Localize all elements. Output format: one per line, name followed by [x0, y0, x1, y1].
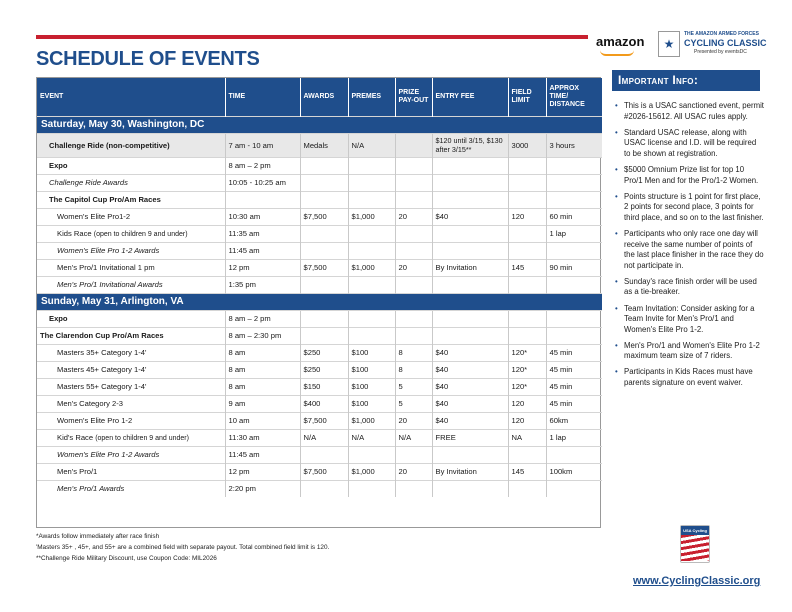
cell-time — [225, 191, 300, 208]
cell-awards — [300, 446, 348, 463]
cell-premes — [348, 276, 395, 293]
cell-fee — [432, 310, 508, 327]
cell-premes: $100 — [348, 378, 395, 395]
sponsor-logos — [596, 28, 766, 64]
cell-field: 120 — [508, 412, 546, 429]
cell-field: 120* — [508, 344, 546, 361]
schedule-table — [36, 77, 601, 528]
table-row — [37, 157, 602, 174]
website-link[interactable]: www.CyclingClassic.org — [633, 575, 761, 587]
cell-fee: $40 — [432, 361, 508, 378]
cell-premes: $100 — [348, 361, 395, 378]
cell-fee: FREE — [432, 429, 508, 446]
cell-event — [37, 463, 225, 480]
event-name: Masters 35+ Category 1-4' — [57, 348, 147, 357]
footnote-discount: **Challenge Ride Military Discount, use Coupon Code: MIL2026 — [36, 555, 217, 562]
cell-event — [37, 174, 225, 191]
day-label: Saturday, May 30, Washington, DC — [37, 116, 602, 133]
cell-event — [37, 446, 225, 463]
cell-field: 120* — [508, 378, 546, 395]
cell-field — [508, 446, 546, 463]
cell-awards — [300, 276, 348, 293]
cell-event — [37, 242, 225, 259]
cell-awards — [300, 310, 348, 327]
cell-event — [37, 395, 225, 412]
cell-awards: $7,500 — [300, 412, 348, 429]
event-name: Women's Elite Pro1-2 — [57, 212, 131, 221]
table-row — [37, 191, 602, 208]
table-row — [37, 395, 602, 412]
cell-premes — [348, 446, 395, 463]
amazon-smile-icon — [600, 50, 634, 56]
cell-event — [37, 378, 225, 395]
col-field: FIELD LIMIT — [508, 78, 546, 116]
cell-prize — [395, 225, 432, 242]
cell-fee: $120 until 3/15, $130 after 3/15** — [432, 133, 508, 157]
cell-fee: $40 — [432, 395, 508, 412]
cell-approx: 45 min — [546, 361, 602, 378]
info-item: • Men's Pro/1 and Women's Elite Pro 1-2 maximum team size of 7 riders. — [612, 341, 764, 362]
cell-awards: N/A — [300, 429, 348, 446]
cell-approx — [546, 446, 602, 463]
cell-fee: By Invitation — [432, 463, 508, 480]
day-header-row — [37, 116, 602, 133]
table-row — [37, 446, 602, 463]
cell-time: 8 am – 2:30 pm — [225, 327, 300, 344]
cell-time: 8 am – 2 pm — [225, 157, 300, 174]
cell-field — [508, 174, 546, 191]
cell-prize — [395, 174, 432, 191]
cell-field: 3000 — [508, 133, 546, 157]
cell-approx — [546, 480, 602, 497]
cell-event — [37, 412, 225, 429]
cell-time: 8 am — [225, 378, 300, 395]
cell-approx: 1 lap — [546, 429, 602, 446]
event-note: (open to children 9 and under) — [95, 435, 189, 442]
flag-stripes-icon — [681, 535, 709, 561]
cell-field — [508, 225, 546, 242]
cell-awards: Medals — [300, 133, 348, 157]
col-event: EVENT — [37, 78, 225, 116]
cell-time: 1:35 pm — [225, 276, 300, 293]
info-item: • Participants in Kids Races must have parents signature on event waiver. — [612, 367, 764, 388]
cell-premes — [348, 191, 395, 208]
info-item: • Participants who only race one day will receive the same number of points of the last place finisher in the race they do not participate in. — [612, 229, 764, 271]
table-row — [37, 327, 602, 344]
cell-field: 120 — [508, 395, 546, 412]
cell-awards: $250 — [300, 361, 348, 378]
cell-premes — [348, 225, 395, 242]
table-row — [37, 276, 602, 293]
event-name: Kid's Race — [57, 433, 94, 442]
top-red-bar — [36, 35, 588, 39]
cell-premes — [348, 480, 395, 497]
cell-fee: $40 — [432, 378, 508, 395]
cell-approx: 45 min — [546, 395, 602, 412]
cell-approx — [546, 191, 602, 208]
cell-fee — [432, 480, 508, 497]
table-row — [37, 208, 602, 225]
important-info-list — [612, 101, 764, 394]
important-info-heading: Important Info: — [612, 70, 760, 91]
event-name: Women's Elite Pro 1-2 Awards — [57, 450, 160, 459]
day-header-row — [37, 293, 602, 310]
event-name: The Capitol Cup Pro/Am Races — [49, 195, 161, 204]
star-shield-icon: ★ — [658, 31, 680, 57]
cell-time: 10:05 - 10:25 am — [225, 174, 300, 191]
event-name: Men's Category 2-3 — [57, 399, 124, 408]
usa-cycling-label: USA Cycling — [681, 526, 709, 535]
info-item: • Points structure is 1 point for first place, 2 points for second place, 3 points for third place, and so on to the last finisher. — [612, 192, 764, 224]
cell-prize — [395, 242, 432, 259]
cell-premes: $100 — [348, 344, 395, 361]
cell-awards: $7,500 — [300, 463, 348, 480]
info-item: • Sunday's race finish order will be used as a tie-breaker. — [612, 277, 764, 298]
table-row — [37, 412, 602, 429]
event-name: Men's Pro/1 Invitational 1 pm — [57, 263, 155, 272]
cell-prize: 20 — [395, 259, 432, 276]
table-row — [37, 225, 602, 242]
cell-prize: 20 — [395, 463, 432, 480]
cell-prize — [395, 133, 432, 157]
cell-fee — [432, 242, 508, 259]
cell-approx: 100km — [546, 463, 602, 480]
cell-prize: 8 — [395, 361, 432, 378]
cell-premes: $1,000 — [348, 463, 395, 480]
cell-approx: 60 min — [546, 208, 602, 225]
cell-time: 7 am - 10 am — [225, 133, 300, 157]
event-name: Men's Pro/1 Invitational Awards — [57, 280, 163, 289]
event-name: Challenge Ride Awards — [49, 178, 128, 187]
event-name: Expo — [49, 161, 68, 170]
cell-field — [508, 157, 546, 174]
cell-approx — [546, 242, 602, 259]
cell-event — [37, 276, 225, 293]
cell-awards — [300, 327, 348, 344]
cell-fee: By Invitation — [432, 259, 508, 276]
event-name: The Clarendon Cup Pro/Am Races — [40, 331, 164, 340]
cell-premes: N/A — [348, 429, 395, 446]
cell-fee — [432, 327, 508, 344]
cell-awards: $250 — [300, 344, 348, 361]
cell-field: 120* — [508, 361, 546, 378]
cell-prize — [395, 310, 432, 327]
cell-time: 11:45 am — [225, 242, 300, 259]
cell-event — [37, 327, 225, 344]
cell-approx: 45 min — [546, 344, 602, 361]
cell-approx: 1 lap — [546, 225, 602, 242]
cell-time: 8 am — [225, 344, 300, 361]
cell-approx — [546, 174, 602, 191]
cell-awards: $7,500 — [300, 259, 348, 276]
cell-prize: 5 — [395, 395, 432, 412]
cell-time: 11:35 am — [225, 225, 300, 242]
table-row — [37, 174, 602, 191]
cell-time: 8 am – 2 pm — [225, 310, 300, 327]
footnote-awards: *Awards follow immediately after race finish — [36, 533, 160, 540]
cell-approx: 3 hours — [546, 133, 602, 157]
event-name: Expo — [49, 314, 68, 323]
cell-approx — [546, 157, 602, 174]
table-row — [37, 242, 602, 259]
cell-awards: $150 — [300, 378, 348, 395]
cell-premes: $1,000 — [348, 208, 395, 225]
table-row — [37, 344, 602, 361]
table-row — [37, 361, 602, 378]
cell-event — [37, 344, 225, 361]
cell-field — [508, 327, 546, 344]
table-row — [37, 480, 602, 497]
cell-field — [508, 191, 546, 208]
cell-approx: 45 min — [546, 378, 602, 395]
table-row — [37, 133, 602, 157]
cell-prize — [395, 480, 432, 497]
footnotes — [36, 531, 329, 564]
table-row — [37, 259, 602, 276]
footnote-masters: 'Masters 35+ , 45+, and 55+ are a combined field with separate payout. Total combined field limit is 120. — [36, 544, 330, 551]
event-name: Men's Pro/1 Awards — [57, 484, 125, 494]
col-prize: PRIZE PAY-OUT — [395, 78, 432, 116]
cell-approx — [546, 327, 602, 344]
cell-approx: 90 min — [546, 259, 602, 276]
cell-fee — [432, 276, 508, 293]
info-item: • This is a USAC sanctioned event, permit #2026-15612. All USAC rules apply. — [612, 101, 764, 122]
cell-field — [508, 242, 546, 259]
cell-premes: $100 — [348, 395, 395, 412]
cell-fee — [432, 157, 508, 174]
cell-prize: N/A — [395, 429, 432, 446]
cell-event — [37, 429, 225, 446]
cell-fee — [432, 225, 508, 242]
cell-approx — [546, 276, 602, 293]
col-premes: PREMES — [348, 78, 395, 116]
cell-approx: 60km — [546, 412, 602, 429]
day-label: Sunday, May 31, Arlington, VA — [37, 293, 602, 310]
event-name: Men's Pro/1 — [57, 467, 98, 476]
cell-field — [508, 480, 546, 497]
cell-fee: $40 — [432, 208, 508, 225]
event-name: Challenge Ride (non-competitive) — [49, 140, 170, 150]
cell-time: 9 am — [225, 395, 300, 412]
cell-time: 11:30 am — [225, 429, 300, 446]
cell-event — [37, 208, 225, 225]
cell-fee — [432, 446, 508, 463]
cell-premes — [348, 327, 395, 344]
cell-event — [37, 310, 225, 327]
table-header-row — [37, 78, 602, 116]
page-title: SCHEDULE OF EVENTS — [36, 48, 260, 70]
info-item: • Team Invitation: Consider asking for a Team Invite for Men's Pro/1 and Women's Elite Pro 1-2. — [612, 304, 764, 336]
cell-fee: $40 — [432, 412, 508, 429]
cell-prize — [395, 191, 432, 208]
cell-premes: $1,000 — [348, 259, 395, 276]
cell-time: 2:20 pm — [225, 480, 300, 497]
cell-time: 8 am — [225, 361, 300, 378]
cell-approx — [546, 310, 602, 327]
cell-premes: N/A — [348, 133, 395, 157]
cell-event — [37, 480, 225, 497]
cell-event — [37, 225, 225, 242]
amazon-logo: amazon — [596, 34, 645, 49]
cell-time: 12 pm — [225, 259, 300, 276]
cell-time: 10:30 am — [225, 208, 300, 225]
cell-field: 120 — [508, 208, 546, 225]
info-item: • Standard USAC release, along with USAC license and I.D. will be required to be shown at registration. — [612, 128, 764, 160]
cell-premes — [348, 174, 395, 191]
event-name: Women's Elite Pro 1-2 Awards — [57, 246, 160, 255]
event-name: Women's Elite Pro 1-2 — [57, 416, 133, 425]
cell-awards — [300, 191, 348, 208]
cell-prize: 8 — [395, 344, 432, 361]
cell-prize: 20 — [395, 412, 432, 429]
cell-awards: $7,500 — [300, 208, 348, 225]
cell-event — [37, 259, 225, 276]
cell-field — [508, 276, 546, 293]
col-awards: AWARDS — [300, 78, 348, 116]
table-row — [37, 463, 602, 480]
logo-line3: Presented by eventsDC — [694, 49, 747, 55]
cell-fee: $40 — [432, 344, 508, 361]
col-approx: APPROX TIME/ DISTANCE — [546, 78, 602, 116]
cell-time: 10 am — [225, 412, 300, 429]
cell-premes: $1,000 — [348, 412, 395, 429]
cell-event — [37, 361, 225, 378]
table-row — [37, 429, 602, 446]
cell-premes — [348, 242, 395, 259]
cell-premes — [348, 157, 395, 174]
cell-time: 11:45 am — [225, 446, 300, 463]
cell-event — [37, 157, 225, 174]
cell-prize — [395, 157, 432, 174]
event-name: Kids Race — [57, 229, 92, 238]
cell-field: 145 — [508, 463, 546, 480]
col-fee: ENTRY FEE — [432, 78, 508, 116]
cell-event — [37, 133, 225, 157]
cell-fee — [432, 174, 508, 191]
cell-event — [37, 191, 225, 208]
cell-field: NA — [508, 429, 546, 446]
cell-time: 12 pm — [225, 463, 300, 480]
event-note: (open to children 9 and under) — [93, 231, 188, 238]
cell-prize: 5 — [395, 378, 432, 395]
event-name: Masters 45+ Category 1-4' — [57, 365, 147, 374]
cell-prize — [395, 327, 432, 344]
cell-awards — [300, 480, 348, 497]
cell-prize: 20 — [395, 208, 432, 225]
cell-awards — [300, 174, 348, 191]
cell-field — [508, 310, 546, 327]
logo-line2: CYCLING CLASSIC — [684, 38, 767, 48]
cell-awards — [300, 242, 348, 259]
cell-field: 145 — [508, 259, 546, 276]
info-item: • $5000 Omnium Prize list for top 10 Pro/1 Men and for the Pro/1-2 Women. — [612, 165, 764, 186]
cell-prize — [395, 276, 432, 293]
cell-awards: $400 — [300, 395, 348, 412]
cell-awards — [300, 225, 348, 242]
table-row — [37, 378, 602, 395]
cell-awards — [300, 157, 348, 174]
logo-line1: THE AMAZON ARMED FORCES — [684, 31, 759, 37]
table-row — [37, 310, 602, 327]
cell-prize — [395, 446, 432, 463]
cell-fee — [432, 191, 508, 208]
col-time: TIME — [225, 78, 300, 116]
event-name: Masters 55+ Category 1-4' — [57, 382, 147, 391]
usa-cycling-logo — [680, 525, 710, 563]
cell-premes — [348, 310, 395, 327]
